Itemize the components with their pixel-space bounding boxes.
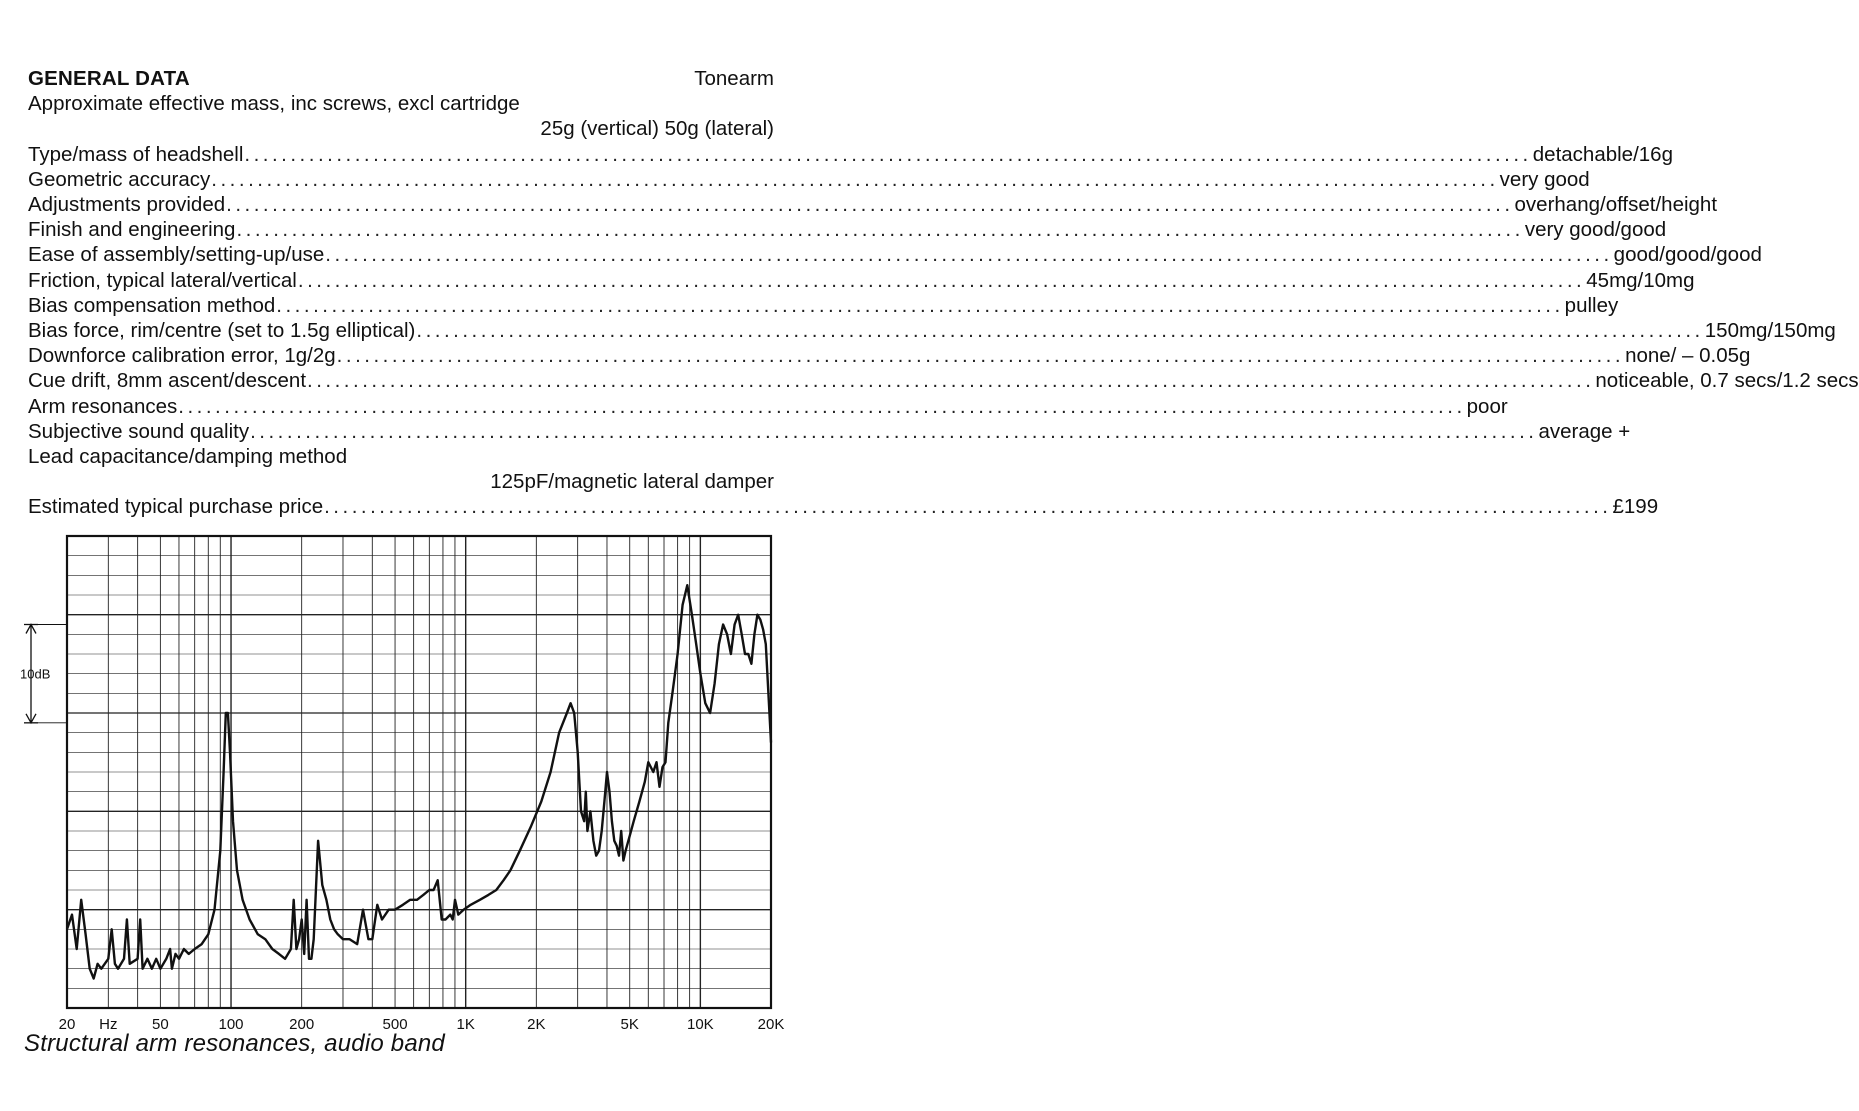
spec-row xyxy=(28,343,1751,368)
x-tick-label: 20K xyxy=(757,1016,785,1033)
scale-marker-label: 10dB xyxy=(20,666,51,682)
spec-value: 150mg/150mg xyxy=(1704,319,1836,343)
x-tick-label: 20 xyxy=(58,1016,76,1033)
spec-value: average + xyxy=(1538,419,1631,443)
spec-value: noticeable, 0.7 secs/1.2 secs xyxy=(1595,369,1859,393)
leader-dots: ............................................................................................................................................ xyxy=(211,167,1499,191)
x-tick-label: 2K xyxy=(527,1016,546,1033)
x-tick-label: 10K xyxy=(687,1016,714,1033)
response-curve xyxy=(67,585,771,978)
effective-mass-label: Approximate effective mass, inc screws, excl cartridge xyxy=(28,92,520,116)
lead-value: 125pF/magnetic lateral damper xyxy=(490,470,774,494)
leader-dots: ............................................................................................................................................ xyxy=(336,344,1625,368)
spec-label: Downforce calibration error, 1g/2g xyxy=(28,344,336,368)
spec-row xyxy=(28,142,1673,167)
spec-label: Bias compensation method xyxy=(28,293,276,317)
spec-row xyxy=(28,419,1631,444)
spec-row xyxy=(28,268,1695,293)
spec-value: good/good/good xyxy=(1613,243,1762,267)
price-label: Estimated typical purchase price xyxy=(28,495,324,519)
leader-dots: ............................................................................................................................................ xyxy=(416,319,1704,343)
x-tick-label: 500 xyxy=(382,1016,408,1033)
leader-dots: ............................................................................................................................................ xyxy=(236,218,1524,242)
price-row xyxy=(28,494,1659,519)
spec-label: Finish and engineering xyxy=(28,218,236,242)
effective-mass-value: 25g (vertical) 50g (lateral) xyxy=(540,117,774,141)
spec-label: Arm resonances xyxy=(28,394,178,418)
spec-value: very good xyxy=(1499,167,1590,191)
spec-row xyxy=(28,368,1859,393)
spec-label: Adjustments provided xyxy=(28,193,226,217)
spec-value: poor xyxy=(1466,394,1508,418)
spec-row xyxy=(28,167,1590,192)
x-tick-label: Hz xyxy=(99,1016,118,1033)
leader-dots: ............................................................................................................................................ xyxy=(178,394,1466,418)
spec-row xyxy=(28,318,1836,343)
general-data-table xyxy=(28,66,1859,520)
leader-dots: ............................................................................................................................................ xyxy=(324,495,1612,519)
spec-row xyxy=(28,217,1667,242)
spec-value: overhang/offset/height xyxy=(1514,193,1718,217)
spec-row xyxy=(28,242,1762,267)
spec-value: detachable/16g xyxy=(1532,142,1673,166)
resonance-chart-svg xyxy=(0,524,806,1034)
x-tick-label: 50 xyxy=(152,1016,169,1033)
leader-dots: ............................................................................................................................................ xyxy=(307,369,1595,393)
leader-dots: ............................................................................................................................................ xyxy=(250,419,1538,443)
spec-value: 45mg/10mg xyxy=(1586,268,1695,292)
spec-label: Type/mass of headshell xyxy=(28,142,244,166)
spec-label: Cue drift, 8mm ascent/descent xyxy=(28,369,307,393)
chart-caption: Structural arm resonances, audio band xyxy=(24,1030,445,1057)
lead-label: Lead capacitance/damping method xyxy=(28,445,348,469)
leader-dots: ............................................................................................................................................ xyxy=(297,268,1586,292)
leader-dots: ............................................................................................................................................ xyxy=(325,243,1613,267)
spec-label: Subjective sound quality xyxy=(28,419,250,443)
spec-label: Friction, typical lateral/vertical xyxy=(28,268,297,292)
leader-dots: ............................................................................................................................................ xyxy=(244,142,1532,166)
x-tick-label: 1K xyxy=(456,1016,475,1033)
general-data-header xyxy=(28,66,774,91)
x-tick-label: 200 xyxy=(289,1016,315,1033)
x-tick-label: 5K xyxy=(620,1016,639,1033)
spec-row xyxy=(28,293,1619,318)
resonance-chart xyxy=(0,524,806,1034)
spec-rows xyxy=(28,142,1859,444)
leader-dots: ............................................................................................................................................ xyxy=(276,293,1564,317)
product-category: Tonearm xyxy=(694,67,774,90)
spec-value: pulley xyxy=(1564,293,1619,317)
spec-label: Geometric accuracy xyxy=(28,167,211,191)
x-tick-label: 100 xyxy=(218,1016,244,1033)
spec-label: Ease of assembly/setting-up/use xyxy=(28,243,325,267)
leader-dots: ............................................................................................................................................ xyxy=(226,193,1514,217)
section-title: GENERAL DATA xyxy=(28,67,190,90)
spec-row xyxy=(28,394,1508,419)
spec-value: very good/good xyxy=(1524,218,1667,242)
spec-label: Bias force, rim/centre (set to 1.5g elliptical) xyxy=(28,319,416,343)
spec-value: none/ – 0.05g xyxy=(1625,344,1751,368)
spec-row xyxy=(28,192,1718,217)
price-value: £199 xyxy=(1612,495,1659,519)
